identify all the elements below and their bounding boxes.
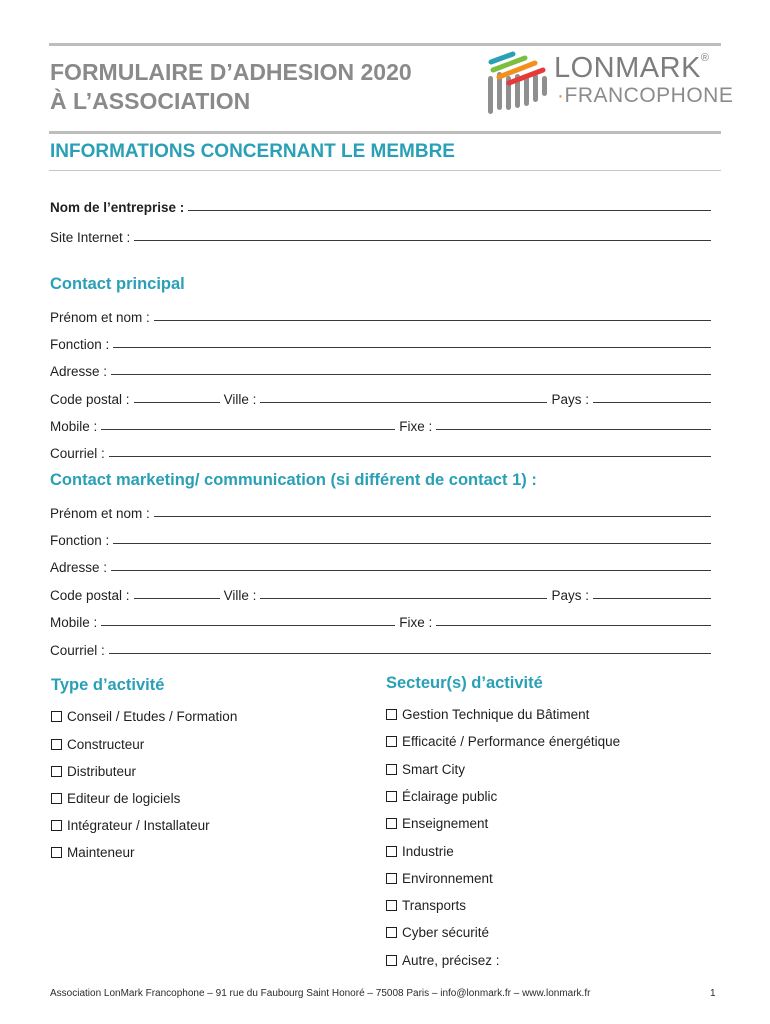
- checkbox[interactable]: [386, 764, 397, 775]
- title-line-2: À L’ASSOCIATION: [50, 88, 251, 114]
- sector-title: Secteur(s) d’activité: [386, 674, 543, 692]
- c1-landline-line[interactable]: [436, 429, 711, 430]
- checkbox[interactable]: [51, 847, 62, 858]
- c2-function-field[interactable]: [50, 530, 715, 548]
- c2-location-row: [50, 585, 715, 603]
- c1-address-label: Adresse :: [50, 364, 108, 379]
- sector-option-gtb[interactable]: Gestion Technique du Bâtiment: [386, 705, 589, 723]
- c2-country-label: Pays :: [551, 588, 589, 603]
- document-title: [50, 58, 412, 116]
- activity-option-integrateur[interactable]: Intégrateur / Installateur: [51, 816, 210, 834]
- contact-marketing-title: Contact marketing/ communication (si différent de contact 1) :: [50, 471, 537, 489]
- page-number: 1: [710, 988, 716, 999]
- logo-mark-icon: [485, 50, 551, 118]
- sector-option-cyber[interactable]: Cyber sécurité: [386, 923, 489, 941]
- c1-function-field[interactable]: [50, 334, 715, 352]
- c2-city-line[interactable]: [260, 598, 547, 599]
- c1-landline-label: Fixe :: [399, 419, 433, 434]
- c2-function-label: Fonction :: [50, 533, 110, 548]
- c1-country-line[interactable]: [593, 402, 711, 403]
- c2-function-line[interactable]: [113, 543, 711, 544]
- c2-name-field[interactable]: [50, 503, 715, 521]
- activity-option-mainteneur[interactable]: Mainteneur: [51, 843, 135, 861]
- logo-word-lonmark: LONMARK®: [554, 52, 710, 84]
- c1-email-field[interactable]: [50, 443, 715, 461]
- sector-option-industrie[interactable]: Industrie: [386, 842, 454, 860]
- lonmark-francophone-logo: [485, 50, 734, 118]
- c1-name-field[interactable]: [50, 307, 715, 325]
- c2-address-field[interactable]: [50, 557, 715, 575]
- checkbox[interactable]: [51, 711, 62, 722]
- c2-email-label: Courriel :: [50, 643, 105, 658]
- c2-postal-label: Code postal :: [50, 588, 130, 603]
- c1-email-label: Courriel :: [50, 446, 105, 461]
- c2-landline-line[interactable]: [436, 625, 711, 626]
- c2-mobile-label: Mobile :: [50, 615, 98, 630]
- checkbox[interactable]: [386, 927, 397, 938]
- c1-mobile-line[interactable]: [101, 429, 395, 430]
- contact-principal-title: Contact principal: [50, 275, 185, 293]
- checkbox[interactable]: [386, 873, 397, 884]
- c2-landline-label: Fixe :: [399, 615, 433, 630]
- c2-mobile-line[interactable]: [101, 625, 395, 626]
- title-line-1: FORMULAIRE D’ADHESION 2020: [50, 59, 412, 85]
- section-underline: [49, 170, 721, 171]
- checkbox[interactable]: [386, 900, 397, 911]
- checkbox[interactable]: [386, 846, 397, 857]
- website-label: Site Internet :: [50, 230, 131, 245]
- c1-phone-row: [50, 416, 715, 434]
- activity-option-distributeur[interactable]: Distributeur: [51, 762, 136, 780]
- c2-phone-row: [50, 612, 715, 630]
- c1-city-label: Ville :: [223, 392, 257, 407]
- checkbox[interactable]: [386, 736, 397, 747]
- footer-address: Association LonMark Francophone – 91 rue du Faubourg Saint Honoré – 75008 Paris – info@lonmark.fr – www.lonmark.fr: [50, 988, 591, 999]
- c2-postal-line[interactable]: [134, 598, 220, 599]
- c1-postal-line[interactable]: [134, 402, 220, 403]
- sector-option-environnement[interactable]: Environnement: [386, 869, 493, 887]
- sector-option-eclairage[interactable]: Éclairage public: [386, 787, 497, 805]
- c1-mobile-label: Mobile :: [50, 419, 98, 434]
- checkbox[interactable]: [386, 791, 397, 802]
- c2-country-line[interactable]: [593, 598, 711, 599]
- checkbox[interactable]: [386, 955, 397, 966]
- c2-address-label: Adresse :: [50, 560, 108, 575]
- sector-option-efficacite[interactable]: Efficacité / Performance énergétique: [386, 732, 620, 750]
- logo-word-francophone: ·FRANCOPHONE: [557, 84, 734, 107]
- c1-postal-label: Code postal :: [50, 392, 130, 407]
- company-name-label: Nom de l’entreprise :: [50, 200, 185, 215]
- sector-option-enseignement[interactable]: Enseignement: [386, 814, 488, 832]
- sector-option-autre[interactable]: Autre, précisez :: [386, 951, 500, 969]
- section-rule: [49, 131, 721, 134]
- c1-function-label: Fonction :: [50, 337, 110, 352]
- checkbox[interactable]: [51, 820, 62, 831]
- sector-option-transports[interactable]: Transports: [386, 896, 466, 914]
- activity-option-editeur[interactable]: Editeur de logiciels: [51, 789, 180, 807]
- c2-name-line[interactable]: [154, 516, 711, 517]
- c2-address-line[interactable]: [111, 570, 711, 571]
- c1-country-label: Pays :: [551, 392, 589, 407]
- c2-city-label: Ville :: [223, 588, 257, 603]
- sector-option-smart-city[interactable]: Smart City: [386, 760, 465, 778]
- checkbox[interactable]: [51, 793, 62, 804]
- c2-email-field[interactable]: [50, 640, 715, 658]
- c1-location-row: [50, 389, 715, 407]
- activity-type-title: Type d’activité: [51, 676, 165, 694]
- c1-address-field[interactable]: [50, 361, 715, 379]
- company-name-line[interactable]: [188, 210, 711, 211]
- c1-name-label: Prénom et nom :: [50, 310, 150, 325]
- activity-option-conseil[interactable]: Conseil / Etudes / Formation: [51, 707, 237, 725]
- company-name-field[interactable]: [50, 197, 715, 215]
- checkbox[interactable]: [51, 739, 62, 750]
- activity-option-constructeur[interactable]: Constructeur: [51, 735, 144, 753]
- c1-email-line[interactable]: [109, 456, 711, 457]
- section-title: INFORMATIONS CONCERNANT LE MEMBRE: [50, 141, 455, 162]
- c2-email-line[interactable]: [109, 653, 711, 654]
- c2-name-label: Prénom et nom :: [50, 506, 150, 521]
- checkbox[interactable]: [386, 709, 397, 720]
- c1-city-line[interactable]: [260, 402, 547, 403]
- c1-function-line[interactable]: [113, 347, 711, 348]
- website-field[interactable]: [50, 227, 715, 245]
- checkbox[interactable]: [386, 818, 397, 829]
- c1-name-line[interactable]: [154, 320, 711, 321]
- c1-address-line[interactable]: [111, 374, 711, 375]
- checkbox[interactable]: [51, 766, 62, 777]
- top-rule: [49, 43, 721, 46]
- website-line[interactable]: [134, 240, 711, 241]
